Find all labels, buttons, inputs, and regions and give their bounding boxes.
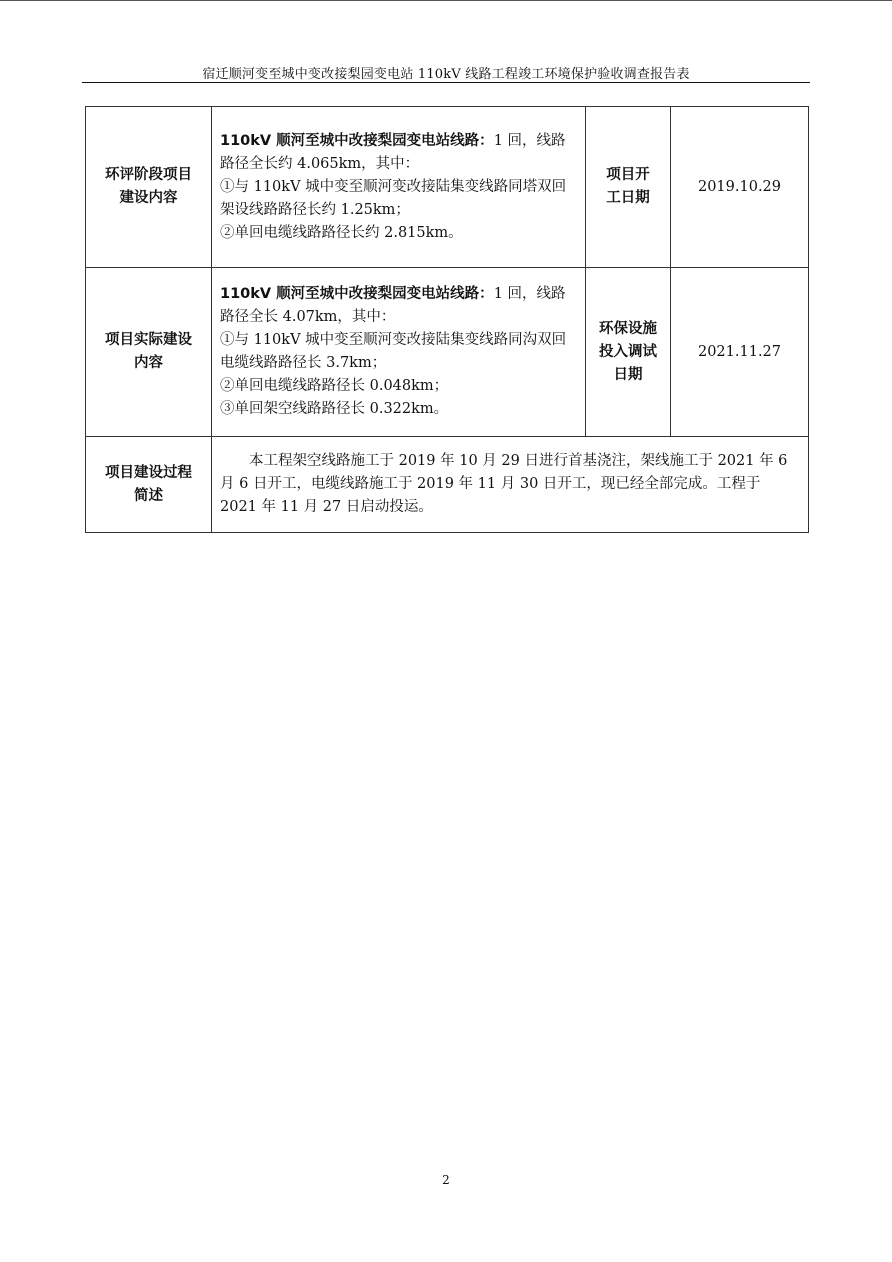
table-row-process-summary — [86, 437, 809, 533]
eia-line-name: 110kV 顺河至城中改接梨园变电站线路： — [220, 132, 494, 149]
row-label-eia-content: 环评阶段项目建设内容 — [86, 107, 212, 268]
row-label-process-summary: 项目建设过程简述 — [86, 437, 212, 533]
actual-item-3: ③单回架空线路路径长 0.322km。 — [220, 401, 449, 417]
table-row-actual-content — [86, 268, 809, 437]
header-divider — [82, 82, 810, 83]
eia-item-2: ②单回电缆线路路径长约 2.815km。 — [220, 224, 463, 241]
table-row-eia-content — [86, 107, 809, 268]
eia-item-1: ①与 110kV 城中变至顺河变改接陆集变线路同塔双回架设线路路径长约 1.25km； — [220, 178, 567, 218]
eia-content-lead — [220, 130, 573, 176]
commissioning-date-value: 2021.11.27 — [671, 268, 809, 437]
commissioning-date-label: 环保设施投入调试日期 — [586, 268, 671, 437]
actual-item-2: ②单回电缆线路路径长 0.048km； — [220, 378, 449, 394]
row-label-actual-content: 项目实际建设内容 — [86, 268, 212, 437]
start-date-value: 2019.10.29 — [671, 107, 809, 268]
eia-line-summary: 1 回，线路路径全长约 4.065km，其中： — [220, 132, 566, 172]
start-date-label: 项目开工日期 — [586, 107, 671, 268]
eia-content-cell — [212, 107, 586, 268]
report-table — [85, 106, 809, 533]
actual-content-lead — [220, 283, 573, 329]
process-summary-text: 本工程架空线路施工于 2019 年 10 月 29 日进行首基浇注，架线施工于 2021 年 6 月 6 日开工，电缆线路施工于 2019 年 11 月 30 日开工，现已经全部完成。工程于 2021 年 11 月 27 日启动投运。 — [212, 437, 809, 533]
actual-line-summary: 1 回，线路路径全长 4.07km，其中： — [220, 286, 566, 325]
actual-item-1: ①与 110kV 城中变至顺河变改接陆集变线路同沟双回电缆线路路径长 3.7km； — [220, 332, 567, 371]
page-number: 2 — [442, 1173, 450, 1187]
page-header-title: 宿迁顺河变至城中变改接梨园变电站 110kV 线路工程竣工环境保护验收调查报告表 — [202, 67, 690, 82]
actual-content-cell — [212, 268, 586, 437]
top-border-line — [0, 0, 892, 1]
actual-line-name: 110kV 顺河至城中改接梨园变电站线路： — [220, 286, 494, 302]
